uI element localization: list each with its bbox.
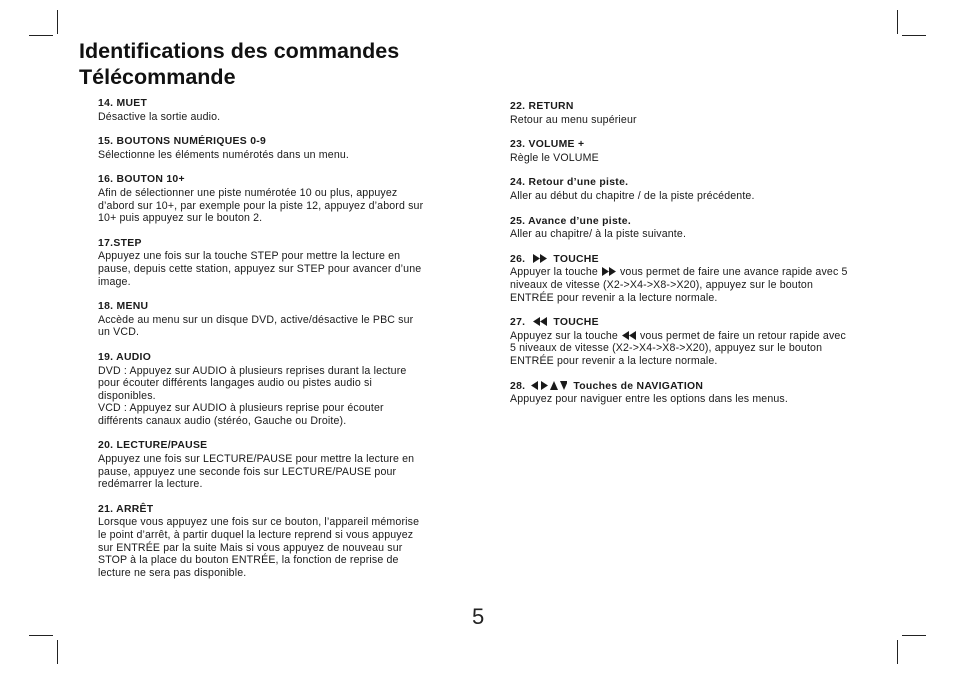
text-line: sur ENTRÉE par la suite Mais si vous appuyez de nouveau sur	[98, 541, 403, 554]
section-26	[510, 254, 900, 304]
navigation-arrows-icon	[531, 381, 567, 390]
section-text	[98, 516, 468, 579]
title-line-1: Identifications des commandes	[79, 39, 400, 63]
section-heading	[510, 254, 900, 267]
section-15	[98, 136, 468, 161]
section-text: Aller au chapitre/ à la piste suivante.	[510, 228, 687, 241]
section-text	[510, 266, 900, 304]
text-line: niveaux de vitesse (X2->X4->X8->X20), appuyez sur le bouton	[510, 278, 814, 291]
section-16	[98, 174, 468, 224]
fast-rewind-icon	[622, 331, 636, 340]
section-17	[98, 238, 468, 288]
text-fragment: vous permet de faire un retour rapide avec	[639, 329, 846, 342]
section-heading: 22. RETURN	[510, 101, 574, 112]
section-heading	[510, 381, 900, 394]
section-heading: 19. AUDIO	[98, 351, 152, 363]
text-line: ENTRÉE pour revenir a la lecture normale.	[510, 291, 718, 304]
text-line: Appuyez une fois sur LECTURE/PAUSE pour mettre la lecture en	[98, 453, 415, 466]
text-line: DVD : Appuyez sur AUDIO à plusieurs reprises durant la lecture	[98, 364, 407, 377]
text-line: Accède au menu sur un disque DVD, active/désactive le PBC sur	[98, 313, 414, 326]
text-line: redémarrer la lecture.	[98, 478, 203, 491]
text-fragment: Appuyez sur la touche	[510, 329, 618, 342]
section-heading: 20. LECTURE/PAUSE	[98, 440, 208, 452]
text-line: Lorsque vous appuyez une fois sur ce bouton, l’appareil mémorise	[98, 516, 420, 529]
text-fragment: vous permet de faire une avance rapide avec 5	[619, 266, 848, 279]
crop-mark-br-h	[902, 635, 926, 636]
text-line: 5 niveaux de vitesse (X2->X4->X8->X20), appuyez sur le bouton	[510, 342, 823, 355]
section-label: TOUCHE	[553, 317, 599, 329]
section-number: 26.	[510, 253, 526, 265]
text-fragment: Appuyer la touche	[510, 266, 598, 279]
page-title	[79, 38, 399, 90]
left-column	[98, 98, 468, 592]
text-line: pause, depuis cette station, appuyez sur STEP pour avancer d’une	[98, 262, 422, 275]
crop-mark-bl-v	[57, 640, 58, 664]
section-heading: 14. MUET	[98, 98, 148, 109]
crop-mark-bl-h	[29, 635, 53, 636]
fast-rewind-icon	[533, 317, 547, 326]
crop-mark-tr-h	[902, 35, 926, 36]
section-22	[510, 101, 900, 126]
section-heading: 25. Avance d’une piste.	[510, 215, 632, 227]
fast-forward-icon	[602, 267, 616, 276]
fast-forward-icon	[533, 254, 547, 263]
crop-mark-tr-v	[897, 10, 898, 34]
section-heading: 21. ARRÊT	[98, 503, 154, 515]
text-line: VCD : Appuyez sur AUDIO à plusieurs reprise pour écouter	[98, 402, 384, 415]
text-line: disponibles.	[98, 389, 156, 402]
section-28	[510, 381, 900, 406]
section-19	[98, 352, 468, 428]
section-number: 27.	[510, 317, 526, 329]
section-text: Appuyez pour naviguer entre les options dans les menus.	[510, 393, 788, 406]
section-text	[98, 365, 468, 428]
section-25	[510, 216, 900, 241]
section-27	[510, 317, 900, 367]
section-23	[510, 139, 900, 164]
section-heading: 18. MENU	[98, 301, 149, 313]
section-text	[98, 111, 468, 124]
text-line: Appuyez une fois sur la touche STEP pour mettre la lecture en	[98, 250, 401, 263]
section-heading: 16. BOUTON 10+	[98, 174, 185, 186]
section-heading	[510, 317, 900, 330]
text-line: le point d’arrêt, à partir duquel la lecture reprend si vous appuyez	[98, 529, 414, 542]
text-line: STOP à la place du bouton ENTRÉE, la fonction de reprise de	[98, 554, 399, 567]
section-text: Règle le VOLUME	[510, 151, 599, 164]
section-21	[98, 504, 468, 580]
text-line: différents canaux audio (stéréo, Gauche ou Droite).	[98, 414, 347, 427]
section-heading: 17.STEP	[98, 237, 142, 249]
section-heading: 23. VOLUME +	[510, 139, 585, 151]
crop-mark-tl-v	[57, 10, 58, 34]
text-line: ENTRÉE pour revenir a la lecture normale.	[510, 354, 718, 367]
text-line: d’abord sur 10+, par exemple pour la piste 12, appuyez d’abord sur	[98, 199, 424, 212]
section-text: Retour au menu supérieur	[510, 113, 637, 126]
section-14	[98, 98, 468, 123]
section-text: Aller au début du chapitre / de la piste précédente.	[510, 189, 755, 202]
text-line: Désactive la sortie audio.	[98, 110, 221, 123]
section-label: Touches de NAVIGATION	[573, 380, 704, 392]
text-line: un VCD.	[98, 326, 140, 339]
section-18	[98, 301, 468, 339]
text-line: pause, appuyez une seconde fois sur LECTURE/PAUSE pour	[98, 465, 397, 478]
section-heading: 24. Retour d’une piste.	[510, 177, 629, 189]
text-line: 10+ puis appuyez sur le bouton 2.	[98, 212, 263, 225]
section-label: TOUCHE	[553, 253, 599, 265]
section-20	[98, 440, 468, 490]
section-24	[510, 177, 900, 202]
crop-mark-br-v	[897, 640, 898, 664]
section-text	[510, 330, 900, 368]
text-line: image.	[98, 275, 131, 288]
text-line: pour écouter différents langages audio ou pistes audio si	[98, 377, 372, 390]
section-text	[98, 187, 468, 225]
text-line: Sélectionne les éléments numérotés dans un menu.	[98, 148, 350, 161]
right-column	[510, 101, 900, 419]
section-text	[98, 453, 468, 491]
section-heading: 15. BOUTONS NUMÉRIQUES 0-9	[98, 136, 267, 148]
crop-mark-tl-h	[29, 35, 53, 36]
text-line: lecture ne sera pas disponible.	[98, 566, 247, 579]
page-number: 5	[472, 604, 485, 629]
section-text	[98, 314, 468, 339]
section-text	[98, 250, 468, 288]
section-number: 28.	[510, 380, 526, 392]
title-line-2: Télécommande	[79, 65, 236, 89]
section-text	[98, 149, 468, 162]
text-line: Afin de sélectionner une piste numérotée 10 ou plus, appuyez	[98, 186, 398, 199]
